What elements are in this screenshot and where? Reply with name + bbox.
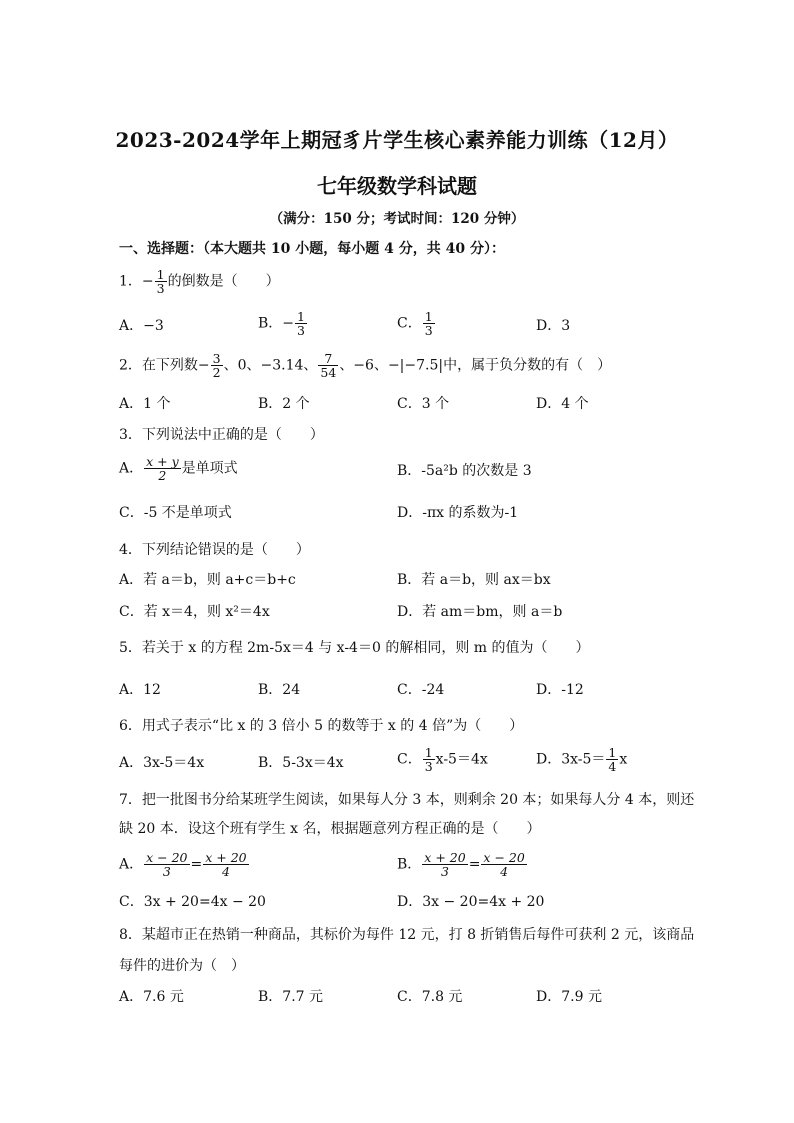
question-6-option-c: C． $\frac{1}{3}$ x-5＝4x xyxy=(397,745,488,774)
exam-info: （满分：150 分；考试时间：120 分钟） xyxy=(269,211,525,227)
question-6-stem: 6．用式子表示“比 x 的 3 倍小 5 的数等于 x 的 4 倍”为（ ） xyxy=(119,718,524,734)
exam-title: 2023-2024学年上期冠豸片学生核心素养能力训练（12月） xyxy=(115,128,679,152)
fraction: $\frac{3}{2}$ xyxy=(212,351,221,380)
question-3-stem: 3．下列说法中正确的是（ ） xyxy=(119,427,324,443)
question-4-stem: 4．下列结论错误的是（ ） xyxy=(119,542,310,558)
exam-subtitle: 七年级数学科试题 xyxy=(317,174,477,198)
question-3-option-a: A． $\frac{x + y}{2}$ 是单项式 xyxy=(119,454,238,483)
fraction: $\frac{7}{54}$ xyxy=(320,351,337,380)
question-4-option-c: C．若 x＝4，则 x²＝4x xyxy=(119,604,270,620)
question-2-option-b: B．2 个 xyxy=(258,396,310,412)
question-8-stem-line2: 每件的进价为（ ） xyxy=(119,958,245,974)
question-8-option-a: A．7.6 元 xyxy=(119,989,184,1005)
question-1-option-b: B．− $\frac{1}{3}$ xyxy=(258,309,305,338)
question-2-stem: 2．在下列数− $\frac{3}{2}$ 、0、−3.14、 $\frac{7}{54}$ 、−6、−|−7.5|中，属于负分数的有（ ） xyxy=(119,351,612,380)
question-7-stem-line1: 7．把一批图书分给某班学生阅读，如果每人分 3 本，则剩余 20 本；如果每人分 4 本，则还 xyxy=(119,792,695,808)
question-1-option-c: C． $\frac{1}{3}$ xyxy=(397,309,433,338)
question-8-option-b: B．7.7 元 xyxy=(258,989,324,1005)
question-5-option-b: B．24 xyxy=(258,682,301,698)
question-3-option-b: B．-5a²b 的次数是 3 xyxy=(397,463,532,479)
question-6-option-d: D．3x-5＝ $\frac{1}{4}$ x xyxy=(536,745,628,774)
question-4-option-a: A．若 a＝b，则 a+c＝b+c xyxy=(119,572,296,588)
question-8-option-c: C．7.8 元 xyxy=(397,989,463,1005)
question-6-option-a: A．3x-5＝4x xyxy=(119,755,205,771)
question-8-stem-line1: 8．某超市正在热销一种商品，其标价为每件 12 元，打 8 折销售后每件可获利 2 元，该商品 xyxy=(119,927,695,943)
question-4-option-d: D．若 am＝bm，则 a＝b xyxy=(397,604,563,620)
question-5-stem: 5．若关于 x 的方程 2m-5x＝4 与 x-4＝0 的解相同，则 m 的值为（ ） xyxy=(119,640,590,656)
question-5-option-c: C．-24 xyxy=(397,682,445,698)
question-4-option-b: B．若 a＝b，则 ax＝bx xyxy=(397,572,551,588)
question-7-option-a: A． $\frac{x - 20}{3}$ = $\frac{x + 20}{4}$ xyxy=(119,850,247,879)
question-5-option-a: A．12 xyxy=(119,682,161,698)
fraction: $\frac{1}{3}$ xyxy=(156,267,165,296)
question-1-number: 1． xyxy=(119,273,142,290)
question-7-option-d: D．3x − 20=4x + 20 xyxy=(397,894,545,910)
question-7-stem-line2: 缺 20 本．设这个班有学生 x 名，根据题意列方程正确的是（ ） xyxy=(119,821,541,837)
question-1-option-d: D．3 xyxy=(536,318,571,334)
question-2-option-d: D．4 个 xyxy=(536,396,589,412)
question-2-option-c: C．3 个 xyxy=(397,396,450,412)
question-1-option-a: A．−3 xyxy=(119,318,164,334)
question-1-stem: 1．− $\frac{1}{3}$ 的倒数是（ ） xyxy=(119,267,280,296)
question-2-option-a: A．1 个 xyxy=(119,396,171,412)
question-8-option-d: D．7.9 元 xyxy=(536,989,602,1005)
question-3-option-c: C．-5 不是单项式 xyxy=(119,505,232,521)
question-3-option-d: D．-πx 的系数为-1 xyxy=(397,505,519,521)
question-5-option-d: D．-12 xyxy=(536,682,584,698)
question-6-option-b: B．5-3x＝4x xyxy=(258,755,344,771)
question-7-option-c: C．3x + 20=4x − 20 xyxy=(119,894,266,910)
section-heading: 一、选择题：（本大题共 10 小题，每小题 4 分，共 40 分）： xyxy=(119,241,505,257)
question-7-option-b: B． $\frac{x + 20}{3}$ = $\frac{x - 20}{4}$ xyxy=(397,850,525,879)
